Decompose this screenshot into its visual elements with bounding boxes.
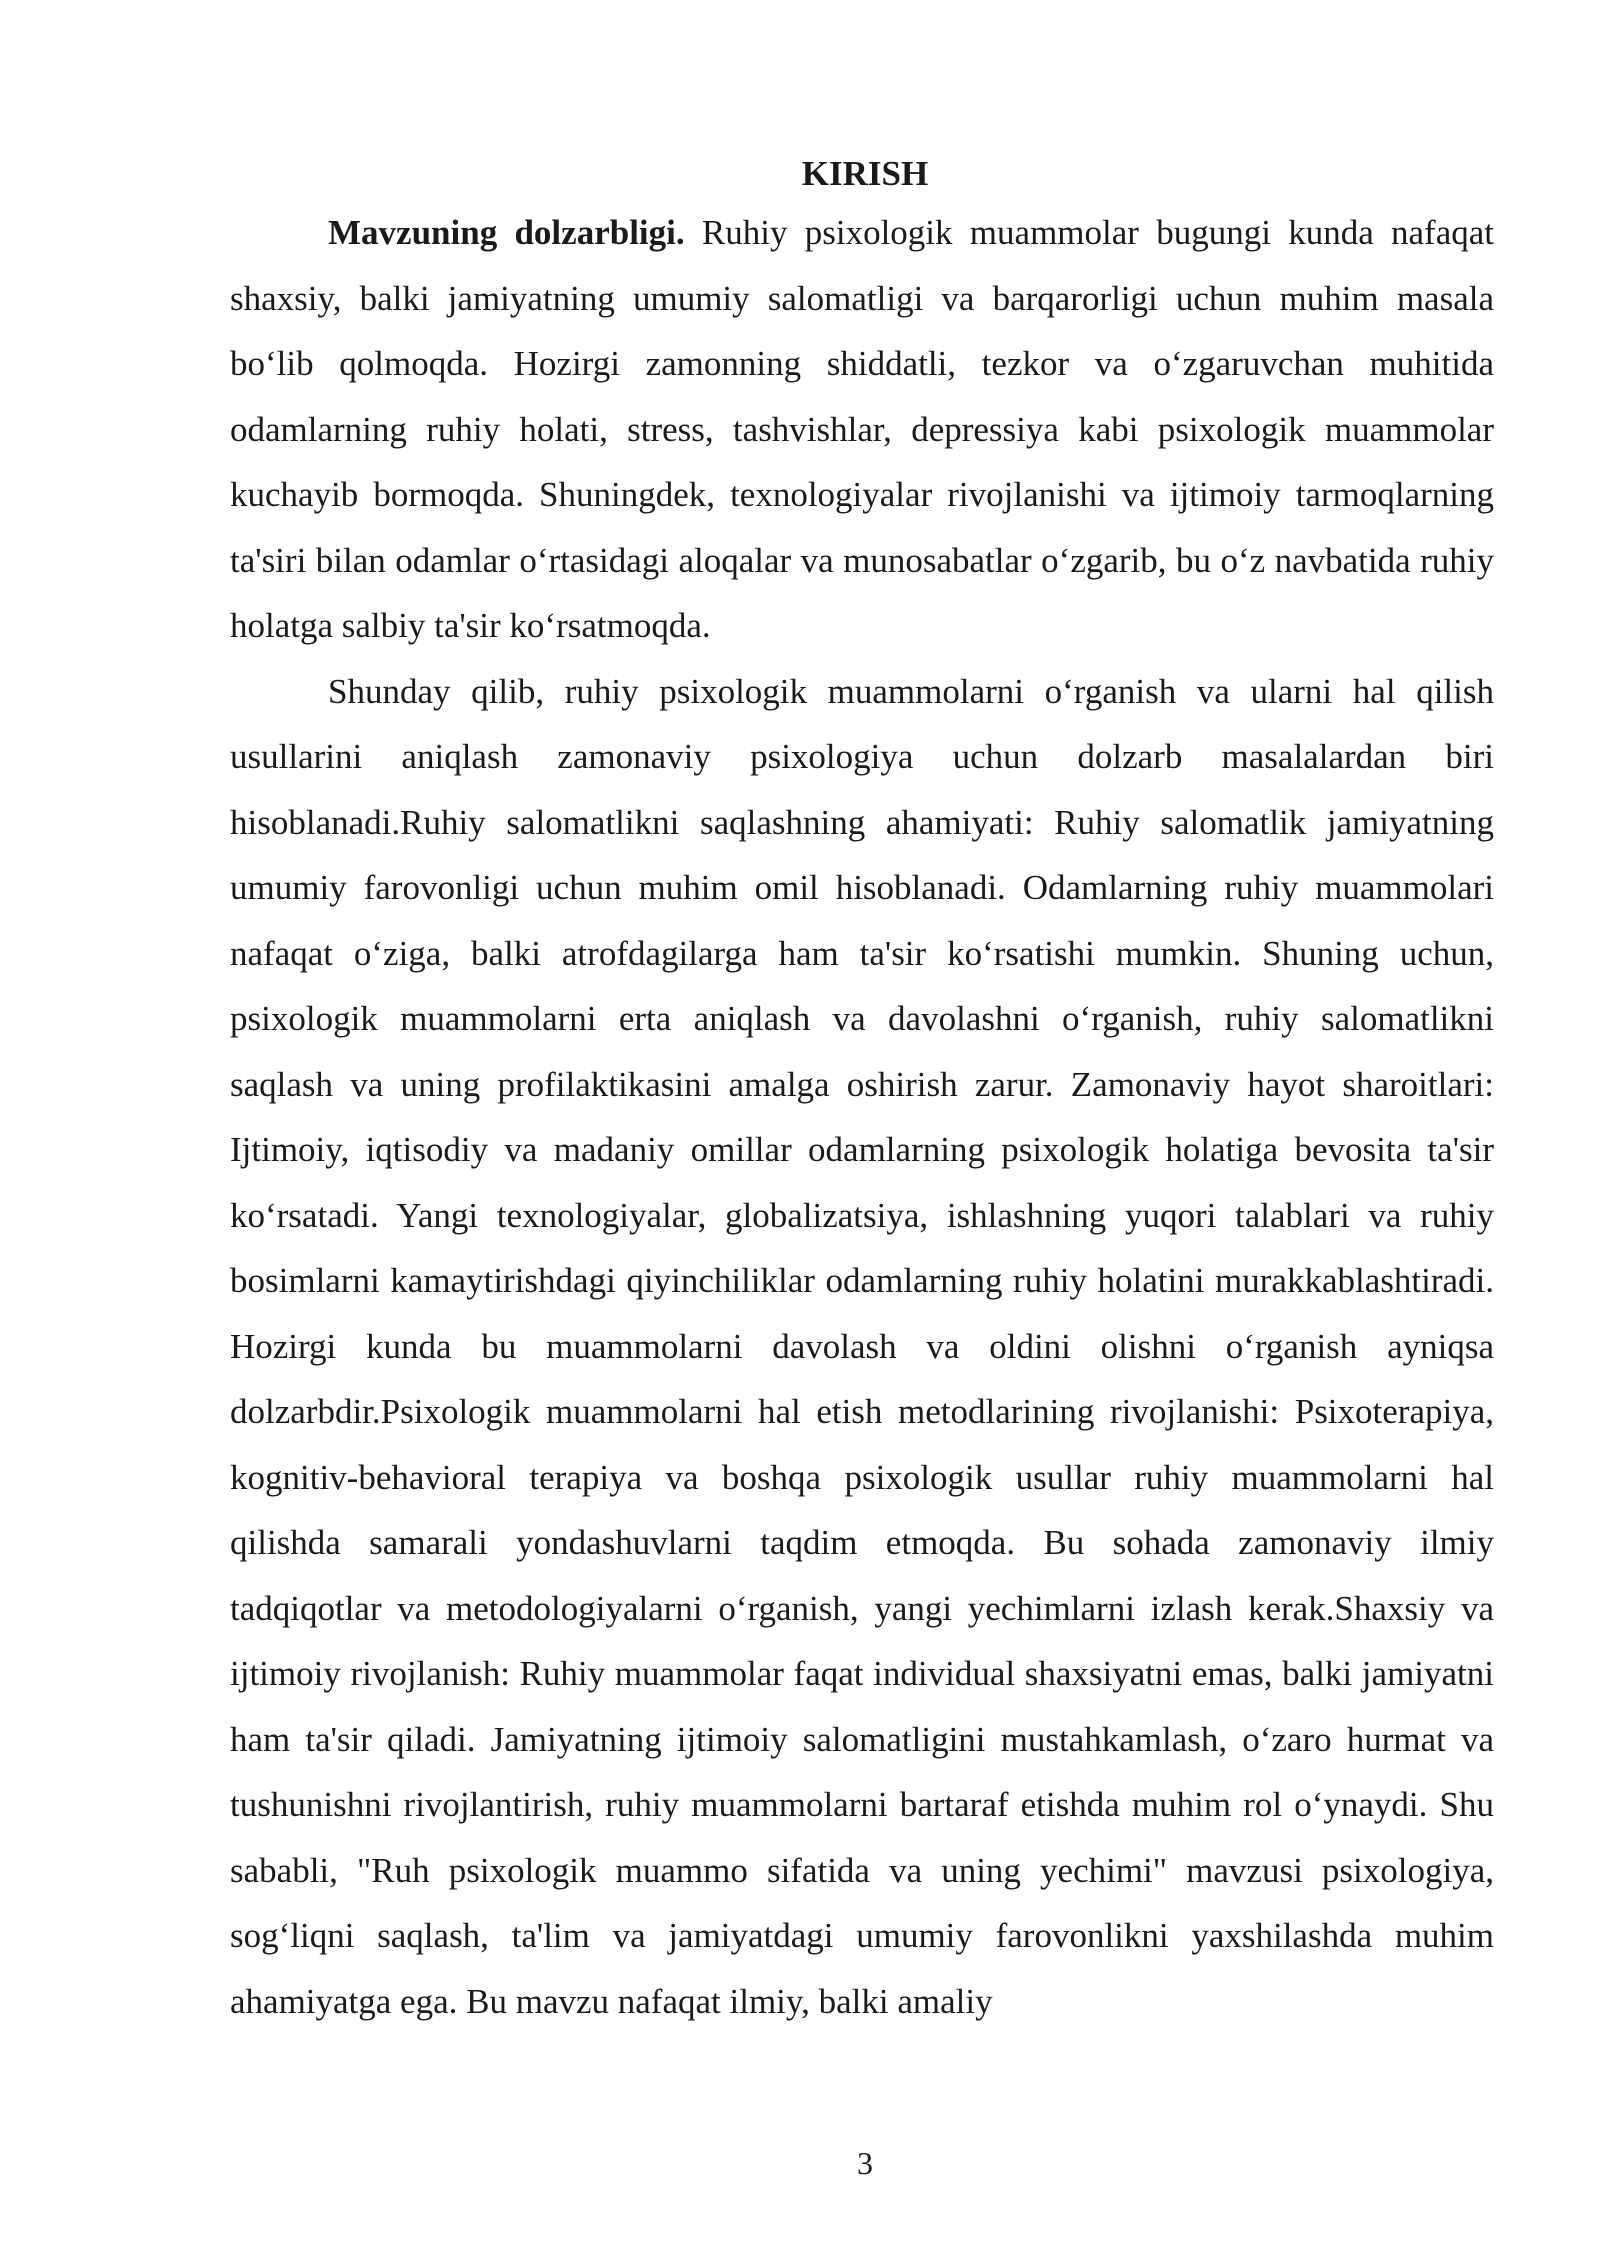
paragraph-main [230, 659, 1494, 2035]
section-heading: KIRISH [801, 154, 929, 193]
page-number: 3 [857, 2145, 873, 2181]
paragraph-text: Ruhiy psixologik muammolar bugungi kunda nafaqat shaxsiy, balki jamiyatning umumiy salomatligi va barqarorligi uchun muhim masala bo‘lib qolmoqda. Hozirgi zamonning shiddatli, tezkor va o‘zgaruvchan muhitida odamlarning ruhiy holati, stress, tashvishlar, depressiya kabi psixologik muammolar kuchayib bormoqda. Shuningdek, texnologiyalar rivojlanishi va ijtimoiy tarmoqlarning ta'siri bilan odamlar o‘rtasidagi aloqalar va munosabatlar o‘zgarib, bu o‘z navbatida ruhiy holatga salbiy ta'sir ko‘rsatmoqda. [230, 213, 1494, 645]
paragraph-relevance [230, 200, 1494, 659]
paragraph-lead: Mavzuning dolzarbligi. [328, 213, 685, 252]
paragraph-text: Shunday qilib, ruhiy psixologik muammolarni o‘rganish va ularni hal qilish usullarini aniqlash zamonaviy psixologiya uchun dolzarb masalalardan biri hisoblanadi.Ruhiy salomatlikni saqlashning ahamiyati: Ruhiy salomatlik jamiyatning umumiy farovonligi uchun muhim omil hisoblanadi. Odamlarning ruhiy muammolari nafaqat o‘ziga, balki atrofdagilarga ham ta'sir ko‘rsatishi mumkin. Shuning uchun, psixologik muammolarni erta aniqlash va davolashni o‘rganish, ruhiy salomatlikni saqlash va uning profilaktikasini amalga oshirish zarur. Zamonaviy hayot sharoitlari: Ijtimoiy, iqtisodiy va madaniy omillar odamlarning psixologik holatiga bevosita ta'sir ko‘rsatadi. Yangi texnologiyalar, globalizatsiya, ishlashning yuqori talablari va ruhiy bosimlarni kamaytirishdagi qiyinchiliklar odamlarning ruhiy holatini murakkablashtiradi. Hozirgi kunda bu muammolarni davolash va oldini olishni o‘rganish ayniqsa dolzarbdir.Psixologik muammolarni hal etish metodlarining rivojlanishi: Psixoterapiya, kognitiv-behavioral terapiya va boshqa psixologik usullar ruhiy muammolarni hal qilishda samarali yondashuvlarni taqdim etmoqda. Bu sohada zamonaviy ilmiy tadqiqotlar va metodologiyalarni o‘rganish, yangi yechimlarni izlash kerak.Shaxsiy va ijtimoiy rivojlanish: Ruhiy muammolar faqat individual shaxsiyatni emas, balki jamiyatni ham ta'sir qiladi. Jamiyatning ijtimoiy salomatligini mustahkamlash, o‘zaro hurmat va tushunishni rivojlantirish, ruhiy muammolarni bartaraf etishda muhim rol o‘ynaydi. Shu sababli, "Ruh psixologik muammo sifatida va uning yechimi" mavzusi psixologiya, sog‘liqni saqlash, ta'lim va jamiyatdagi umumiy farovonlikni yaxshilashda muhim ahamiyatga ega. Bu mavzu nafaqat ilmiy, balki amaliy [230, 671, 1494, 2021]
body-text [230, 200, 1494, 2034]
